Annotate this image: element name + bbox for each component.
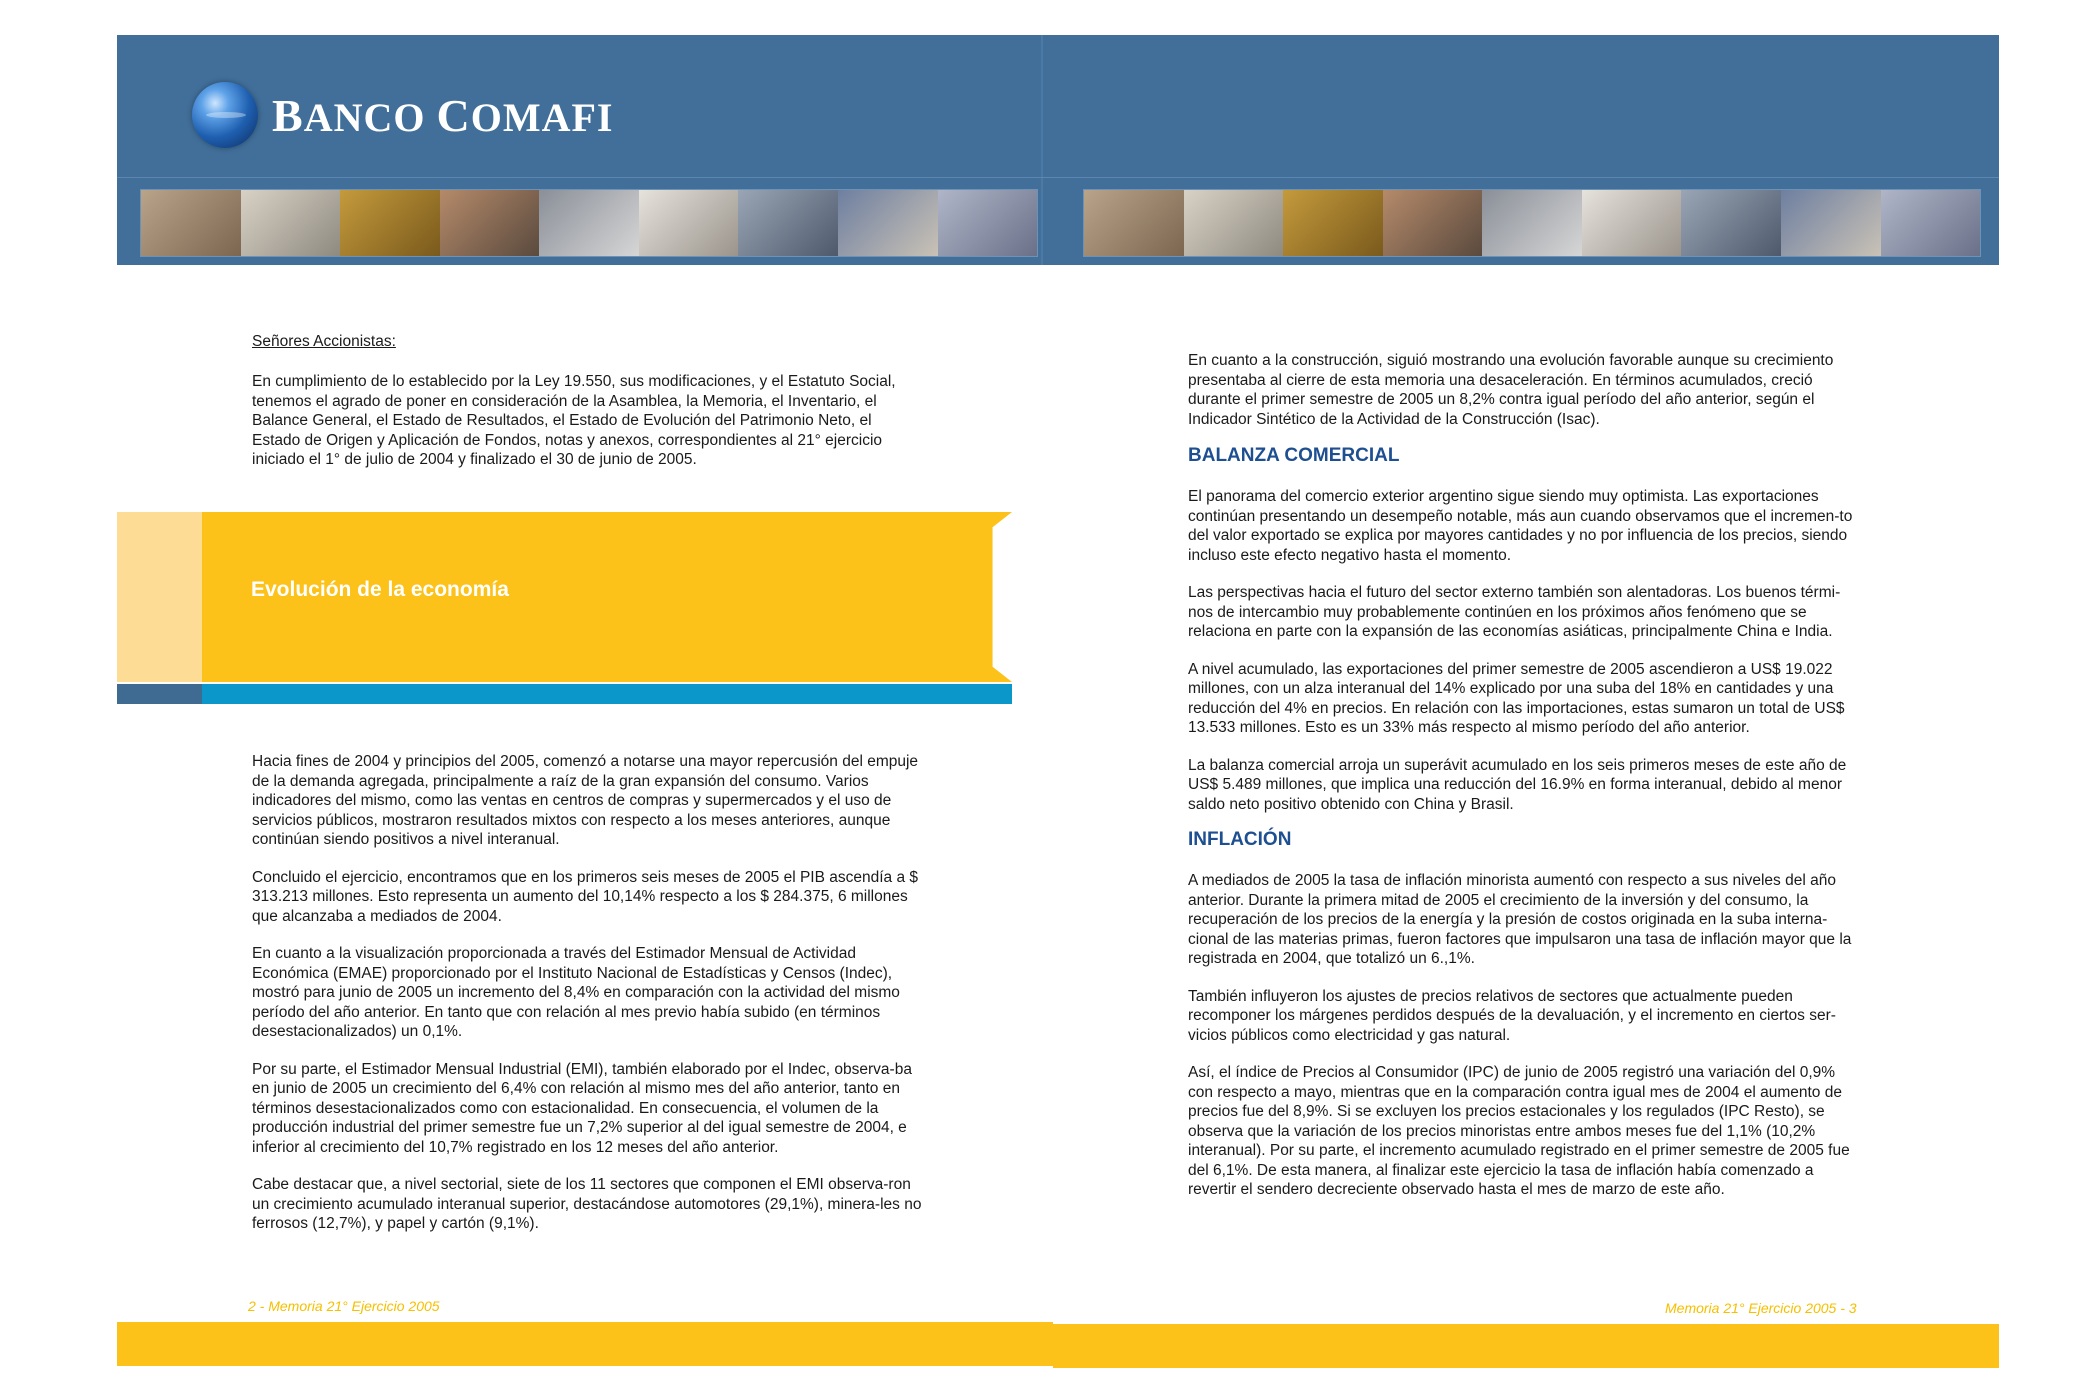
banner-stripe-dark xyxy=(117,684,202,704)
paragraph: A mediados de 2005 la tasa de inflación minorista aumentó con respecto a sus niveles del año anterior. Durante la primera mitad de 2005 el crecimiento de la inversión y del consumo, la recuperación de los precios de la energía y la presión de costos originada en la suba interna-cional de las materias primas, fueron factores que impulsaron una tasa de inflación mayor que la registrada en 2004, que totalizó un 6.,1%. xyxy=(1188,872,1852,967)
photo-strip-left xyxy=(140,189,1038,257)
paragraph: Las perspectivas hacia el futuro del sector externo también son alentadoras. Los buenos térmi-nos de intercambio muy probablemente continúen en los próximos años fenómeno que se relaciona en parte con la expansión de las economías asiáticas, principalmente China e India. xyxy=(1188,584,1841,640)
balanza-text xyxy=(1188,487,1863,832)
banner-stripe xyxy=(202,684,1012,704)
heading-inflacion: INFLACIÓN xyxy=(1188,829,1292,850)
banner-accent xyxy=(117,512,202,682)
section-title: Evolución de la economía xyxy=(251,578,509,601)
economy-text xyxy=(252,752,922,1252)
bank-name: BANCO COMAFI xyxy=(272,89,614,141)
paragraph: Por su parte, el Estimador Mensual Industrial (EMI), también elaborado por el Indec, observa-ba en junio de 2005 un crecimiento del 6,4% con relación al mismo mes del año anterior, tanto en términos desestacionalizados como con estacionalidad. En consecuencia, el volumen de la producción industrial del primer semestre fue un 7,2% superior al del igual semestre de 2004, e inferior al crecimiento del 10,7% registrado en los 12 meses del año anterior. xyxy=(252,1060,912,1156)
page-footer-left: 2 - Memoria 21° Ejercicio 2005 xyxy=(248,1298,440,1314)
paragraph: El panorama del comercio exterior argentino sigue siendo muy optimista. Las exportaciones continúan presentando un desempeño notable, más aun cuando observamos que el incremen-to del valor exportado se explica por mayores cantidades y no por influencia de los precios, siendo incluso este efecto negativo hasta el momento. xyxy=(1188,488,1853,564)
header-divider xyxy=(117,177,1999,178)
bank-logo xyxy=(192,82,613,148)
paragraph: En cuanto a la construcción, siguió mostrando una evolución favorable aunque su crecimiento presentaba al cierre de esta memoria una desaceleración. En términos acumulados, creció durante el primer semestre de 2005 un 8,2% contra igual período del año anterior, según el Indicador Sintético de la Actividad de la Construcción (Isac). xyxy=(1188,352,1834,428)
intro-paragraph xyxy=(252,372,922,488)
paragraph: En cuanto a la visualización proporcionada a través del Estimador Mensual de Actividad Económica (EMAE) proporcionado por el Instituto Nacional de Estadísticas y Censos (Indec), mostró para junio de 2005 un incremento del 8,4% en comparación con la actividad del mismo período del año anterior. En tanto que con relación al mes previo había subido (en términos desestacionalizados) un 0,1%. xyxy=(252,945,900,1040)
paragraph: Hacia fines de 2004 y principios del 2005, comenzó a notarse una mayor repercusión del empuje de la demanda agregada, principalmente a raíz de la gran expansión del consumo. Varios indicadores del mismo, como las ventas en centros de compras y supermercados y el uso de servicios públicos, mostraron resultados mixtos con respecto a los meses anteriores, aunque continúan siendo positivos a nivel interanual. xyxy=(252,753,919,848)
salutation: Señores Accionistas: xyxy=(252,333,396,350)
construction-text xyxy=(1188,351,1863,447)
paragraph: A nivel acumulado, las exportaciones del primer semestre de 2005 ascendieron a US$ 19.022 millones, con un alza interanual del 14% explicado por una suba del 18% en cantidades y una reducción del 4% en precios. En relación con las importaciones, estas sumaron un total de US$ 13.533 millones. Esto es un 33% más respecto al mismo período del año anterior. xyxy=(1188,660,1845,736)
inflacion-text xyxy=(1188,871,1863,1218)
photo-strip-right xyxy=(1083,189,1981,257)
footer-bar-left xyxy=(117,1322,1053,1366)
page-footer-right: Memoria 21° Ejercicio 2005 - 3 xyxy=(1665,1300,1857,1316)
paragraph: Concluido el ejercicio, encontramos que en los primeros seis meses de 2005 el PIB ascendía a $ 313.213 millones. Esto representa un aumento del 10,14% respecto a los $ 284.375, 6 millones que alcanzaba a mediados de 2004. xyxy=(252,868,919,925)
page-seam xyxy=(1041,35,1043,265)
paragraph: Así, el índice de Precios al Consumidor (IPC) de junio de 2005 registró una variación del 0,9% con respecto a mayo, mientras que en la comparación contra igual mes de 2004 el aumento de precios fue del 8,9%. Si se excluyen los precios estacionales y los regulados (IPC Resto), se observa que la variación de los precios minoristas entre ambos meses fue del 1,1% (10,2% interanual). Por su parte, el incremento acumulado registrado en el primer semestre de 2005 fue del 6,1%. De esta manera, al finalizar este ejercicio la tasa de inflación había comenzado a revertir el sendero decreciente observado hasta el mes de marzo de este año. xyxy=(1188,1064,1850,1198)
globe-icon xyxy=(192,82,258,148)
paragraph: Cabe destacar que, a nivel sectorial, siete de los 11 sectores que componen el EMI observa-ron un crecimiento acumulado interanual superior, destacándose automotores (29,1%), minera-les no ferrosos (12,7%), y papel y cartón (9,1%). xyxy=(252,1176,922,1232)
intro-text: En cumplimiento de lo establecido por la Ley 19.550, sus modificaciones, y el Estatuto Social, tenemos el agrado de poner en consideración de la Asamblea, la Memoria, el Inventario, el Balance General, el Estado de Resultados, el Estado de Evolución del Patrimonio Neto, el Estado de Origen y Aplicación de Fondos, notas y anexos, correspondientes al 21° ejercicio iniciado el 1° de julio de 2004 y finalizado el 30 de junio de 2005. xyxy=(252,373,896,468)
paragraph: También influyeron los ajustes de precios relativos de sectores que actualmente pueden recomponer los márgenes perdidos después de la devaluación, y el incremento en ciertos ser-vicios públicos como electricidad y gas natural. xyxy=(1188,987,1836,1044)
footer-bar-right xyxy=(1053,1324,1999,1368)
paragraph: La balanza comercial arroja un superávit acumulado en los seis primeros meses de este año de US$ 5.489 millones, que implica una reducción del 16.9% en forma interanual, debido al menor saldo neto positivo obtenido con China y Brasil. xyxy=(1188,756,1847,813)
heading-balanza: BALANZA COMERCIAL xyxy=(1188,445,1400,466)
